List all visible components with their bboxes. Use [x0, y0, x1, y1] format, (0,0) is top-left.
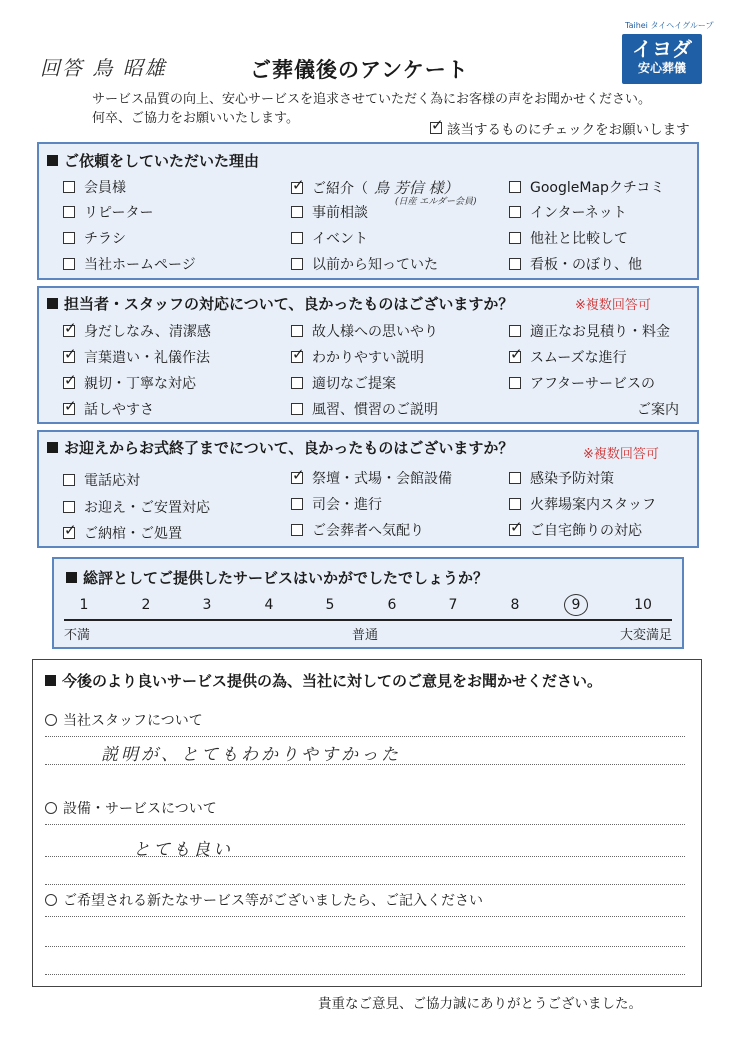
instruction-checkbox-icon [430, 122, 442, 134]
square-bullet-icon [47, 442, 58, 453]
checkbox[interactable] [509, 206, 521, 218]
checkbox[interactable] [509, 258, 521, 270]
checkbox[interactable] [291, 498, 303, 510]
circle-bullet-icon [45, 894, 57, 906]
checkbox[interactable] [509, 351, 521, 363]
square-bullet-icon [66, 572, 77, 583]
checkbox[interactable] [291, 472, 303, 484]
option-internet[interactable]: インターネット [509, 202, 627, 222]
checkbox[interactable] [63, 206, 75, 218]
checkbox[interactable] [291, 403, 303, 415]
logo-main-text: イヨダ [632, 37, 692, 61]
option-compassion[interactable]: 故人様への思いやり [291, 321, 438, 341]
checkbox[interactable] [63, 474, 75, 486]
option-manners[interactable]: ✓ 言葉遣い・礼儀作法 [63, 347, 210, 367]
option-altar[interactable]: ✓ 祭壇・式場・会館設備 [291, 468, 452, 488]
answer-staff[interactable]: 説明が、とてもわかりやすかった [101, 745, 401, 765]
rating-option-3[interactable]: 3 [202, 597, 212, 613]
option-mc[interactable]: 司会・進行 [291, 494, 382, 514]
opinion-title: 今後のより良いサービス提供の為、当社に対してのご意見をお聞かせください。 [45, 670, 602, 691]
option-googlemap[interactable]: GoogleMapクチコミ [509, 177, 664, 197]
rating-high-label: 大変満足 [619, 628, 672, 643]
checkbox[interactable] [509, 524, 521, 536]
multiple-answer-note: ※複数回答可 [583, 447, 659, 462]
circle-bullet-icon [45, 714, 57, 726]
option-aftercare-continuation: ご案内 [637, 402, 679, 418]
option-member[interactable]: 会員様 [63, 177, 126, 197]
option-encoffin[interactable]: ✓ ご納棺・ご処置 [63, 523, 182, 543]
checkbox[interactable] [63, 501, 75, 513]
checkbox[interactable] [509, 325, 521, 337]
answer-line [45, 856, 685, 857]
option-referral[interactable]: ✓ ご紹介（ 鳥 芳信 様） [291, 177, 459, 198]
referral-note: (日産 エルダー会員) [395, 197, 477, 207]
rating-option-1[interactable]: 1 [79, 597, 89, 613]
option-phone[interactable]: 電話応対 [63, 470, 140, 490]
rating-option-2[interactable]: 2 [141, 597, 151, 613]
option-homepage[interactable]: 当社ホームページ [63, 254, 196, 274]
checkbox[interactable] [509, 377, 521, 389]
multiple-answer-note: ※複数回答可 [575, 298, 651, 313]
square-bullet-icon [45, 675, 56, 686]
answer-line [45, 736, 685, 737]
rating-option-6[interactable]: 6 [387, 597, 397, 613]
option-proposal[interactable]: 適切なご提案 [291, 373, 396, 393]
checkbox[interactable] [63, 258, 75, 270]
checkbox[interactable] [509, 181, 521, 193]
question-facilities: 設備・サービスについて [45, 798, 217, 818]
company-logo [622, 20, 714, 90]
option-home-decor[interactable]: ✓ ご自宅飾りの対応 [509, 520, 642, 540]
checkbox[interactable] [291, 182, 303, 194]
circle-bullet-icon [45, 802, 57, 814]
question-new-services: ご希望される新たなサービス等がございましたら、ご記入ください [45, 890, 483, 910]
checkbox[interactable] [63, 377, 75, 389]
answer-line [45, 946, 685, 947]
intro-line-2: 何卒、ご協力をお願いいたします。 [92, 111, 299, 126]
square-bullet-icon [47, 155, 58, 166]
option-customs[interactable]: 風習、慣習のご説明 [291, 399, 438, 419]
option-known[interactable]: 以前から知っていた [291, 254, 438, 274]
checkbox[interactable] [291, 377, 303, 389]
section-request-reason-title: ご依頼をしていただいた理由 [47, 150, 259, 171]
checkbox[interactable] [291, 351, 303, 363]
referral-name: 鳥 芳信 様） [374, 179, 459, 197]
option-pickup[interactable]: お迎え・ご安置対応 [63, 497, 210, 517]
option-crematorium[interactable]: 火葬場案内スタッフ [509, 494, 656, 514]
rating-scale-line [64, 619, 672, 621]
checkbox[interactable] [63, 181, 75, 193]
question-staff: 当社スタッフについて [45, 710, 203, 730]
checkbox[interactable] [291, 258, 303, 270]
checkbox[interactable] [291, 524, 303, 536]
option-attendees[interactable]: ご会葬者へ気配り [291, 520, 424, 540]
checkbox[interactable] [63, 232, 75, 244]
option-flyer[interactable]: チラシ [63, 228, 126, 248]
option-event[interactable]: イベント [291, 228, 368, 248]
answer-line [45, 764, 685, 765]
square-bullet-icon [47, 298, 58, 309]
rating-option-5[interactable]: 5 [325, 597, 335, 613]
option-explanation[interactable]: ✓ わかりやすい説明 [291, 347, 424, 367]
logo-box [622, 34, 702, 84]
checkbox[interactable] [509, 232, 521, 244]
option-aftercare[interactable]: アフターサービスの [509, 373, 655, 393]
logo-sub-text: 安心葬儀 [637, 61, 686, 75]
checkbox[interactable] [291, 325, 303, 337]
checkbox[interactable] [509, 472, 521, 484]
respondent-name: 回答 鳥 昭雄 [40, 56, 167, 80]
opinion-box [32, 659, 702, 987]
option-consultation[interactable]: 事前相談 [291, 202, 368, 222]
instruction [430, 118, 690, 138]
answer-line [45, 916, 685, 917]
overall-rating-title: 総評としてご提供したサービスはいかがでしたでしょうか？ [66, 567, 488, 588]
overall-rating [52, 557, 684, 649]
rating-option-4[interactable]: 4 [264, 597, 274, 613]
logo-group-text: Taihei タイヘイグループ [625, 21, 714, 30]
rating-mid-label: 普通 [352, 628, 379, 643]
rating-option-9[interactable]: 9 [571, 597, 581, 613]
option-smooth[interactable]: ✓ スムーズな進行 [509, 347, 627, 367]
checkbox[interactable] [291, 206, 303, 218]
intro-line-1: サービス品質の向上、安心サービスを追求させていただく為にお客様の声をお聞かせください。 [92, 92, 652, 107]
option-kindness[interactable]: ✓ 親切・丁寧な対応 [63, 373, 196, 393]
option-estimate[interactable]: 適正なお見積り・料金 [509, 321, 670, 341]
answer-line [45, 884, 685, 885]
answer-line [45, 824, 685, 825]
rating-option-7[interactable]: 7 [448, 597, 458, 613]
option-repeater[interactable]: リピーター [63, 202, 153, 222]
checkbox[interactable] [63, 325, 75, 337]
section-ceremony [37, 430, 699, 548]
rating-low-label: 不満 [64, 628, 91, 643]
thanks-message: 貴重なご意見、ご協力誠にありがとうございました。 [318, 996, 642, 1012]
option-appearance[interactable]: ✓ 身だしなみ、清潔感 [63, 321, 211, 341]
checkbox[interactable] [509, 498, 521, 510]
section-ceremony-title: お迎えからお式終了までについて、良かったものはございますか？ [47, 437, 513, 458]
checkbox[interactable] [63, 351, 75, 363]
instruction-text: 該当するものにチェックをお願いします [447, 122, 690, 138]
rating-selected-circle [564, 594, 588, 616]
rating-option-8[interactable]: 8 [510, 597, 520, 613]
option-infection[interactable]: 感染予防対策 [509, 468, 614, 488]
rating-option-10[interactable]: 10 [634, 597, 652, 613]
answer-facilities[interactable]: とても良い [133, 840, 233, 860]
page-title: ご葬儀後のアンケート [250, 58, 469, 82]
checkbox[interactable] [63, 527, 75, 539]
checkbox[interactable] [63, 403, 75, 415]
checkbox[interactable] [291, 232, 303, 244]
option-compared[interactable]: 他社と比較して [509, 228, 628, 248]
option-approachable[interactable]: ✓ 話しやすさ [63, 399, 154, 419]
section-staff-response [37, 286, 699, 424]
section-staff-response-title: 担当者・スタッフの対応について、良かったものはございますか？ [47, 293, 513, 314]
option-signboard[interactable]: 看板・のぼり、他 [509, 254, 642, 274]
section-request-reason [37, 142, 699, 280]
answer-line [45, 974, 685, 975]
